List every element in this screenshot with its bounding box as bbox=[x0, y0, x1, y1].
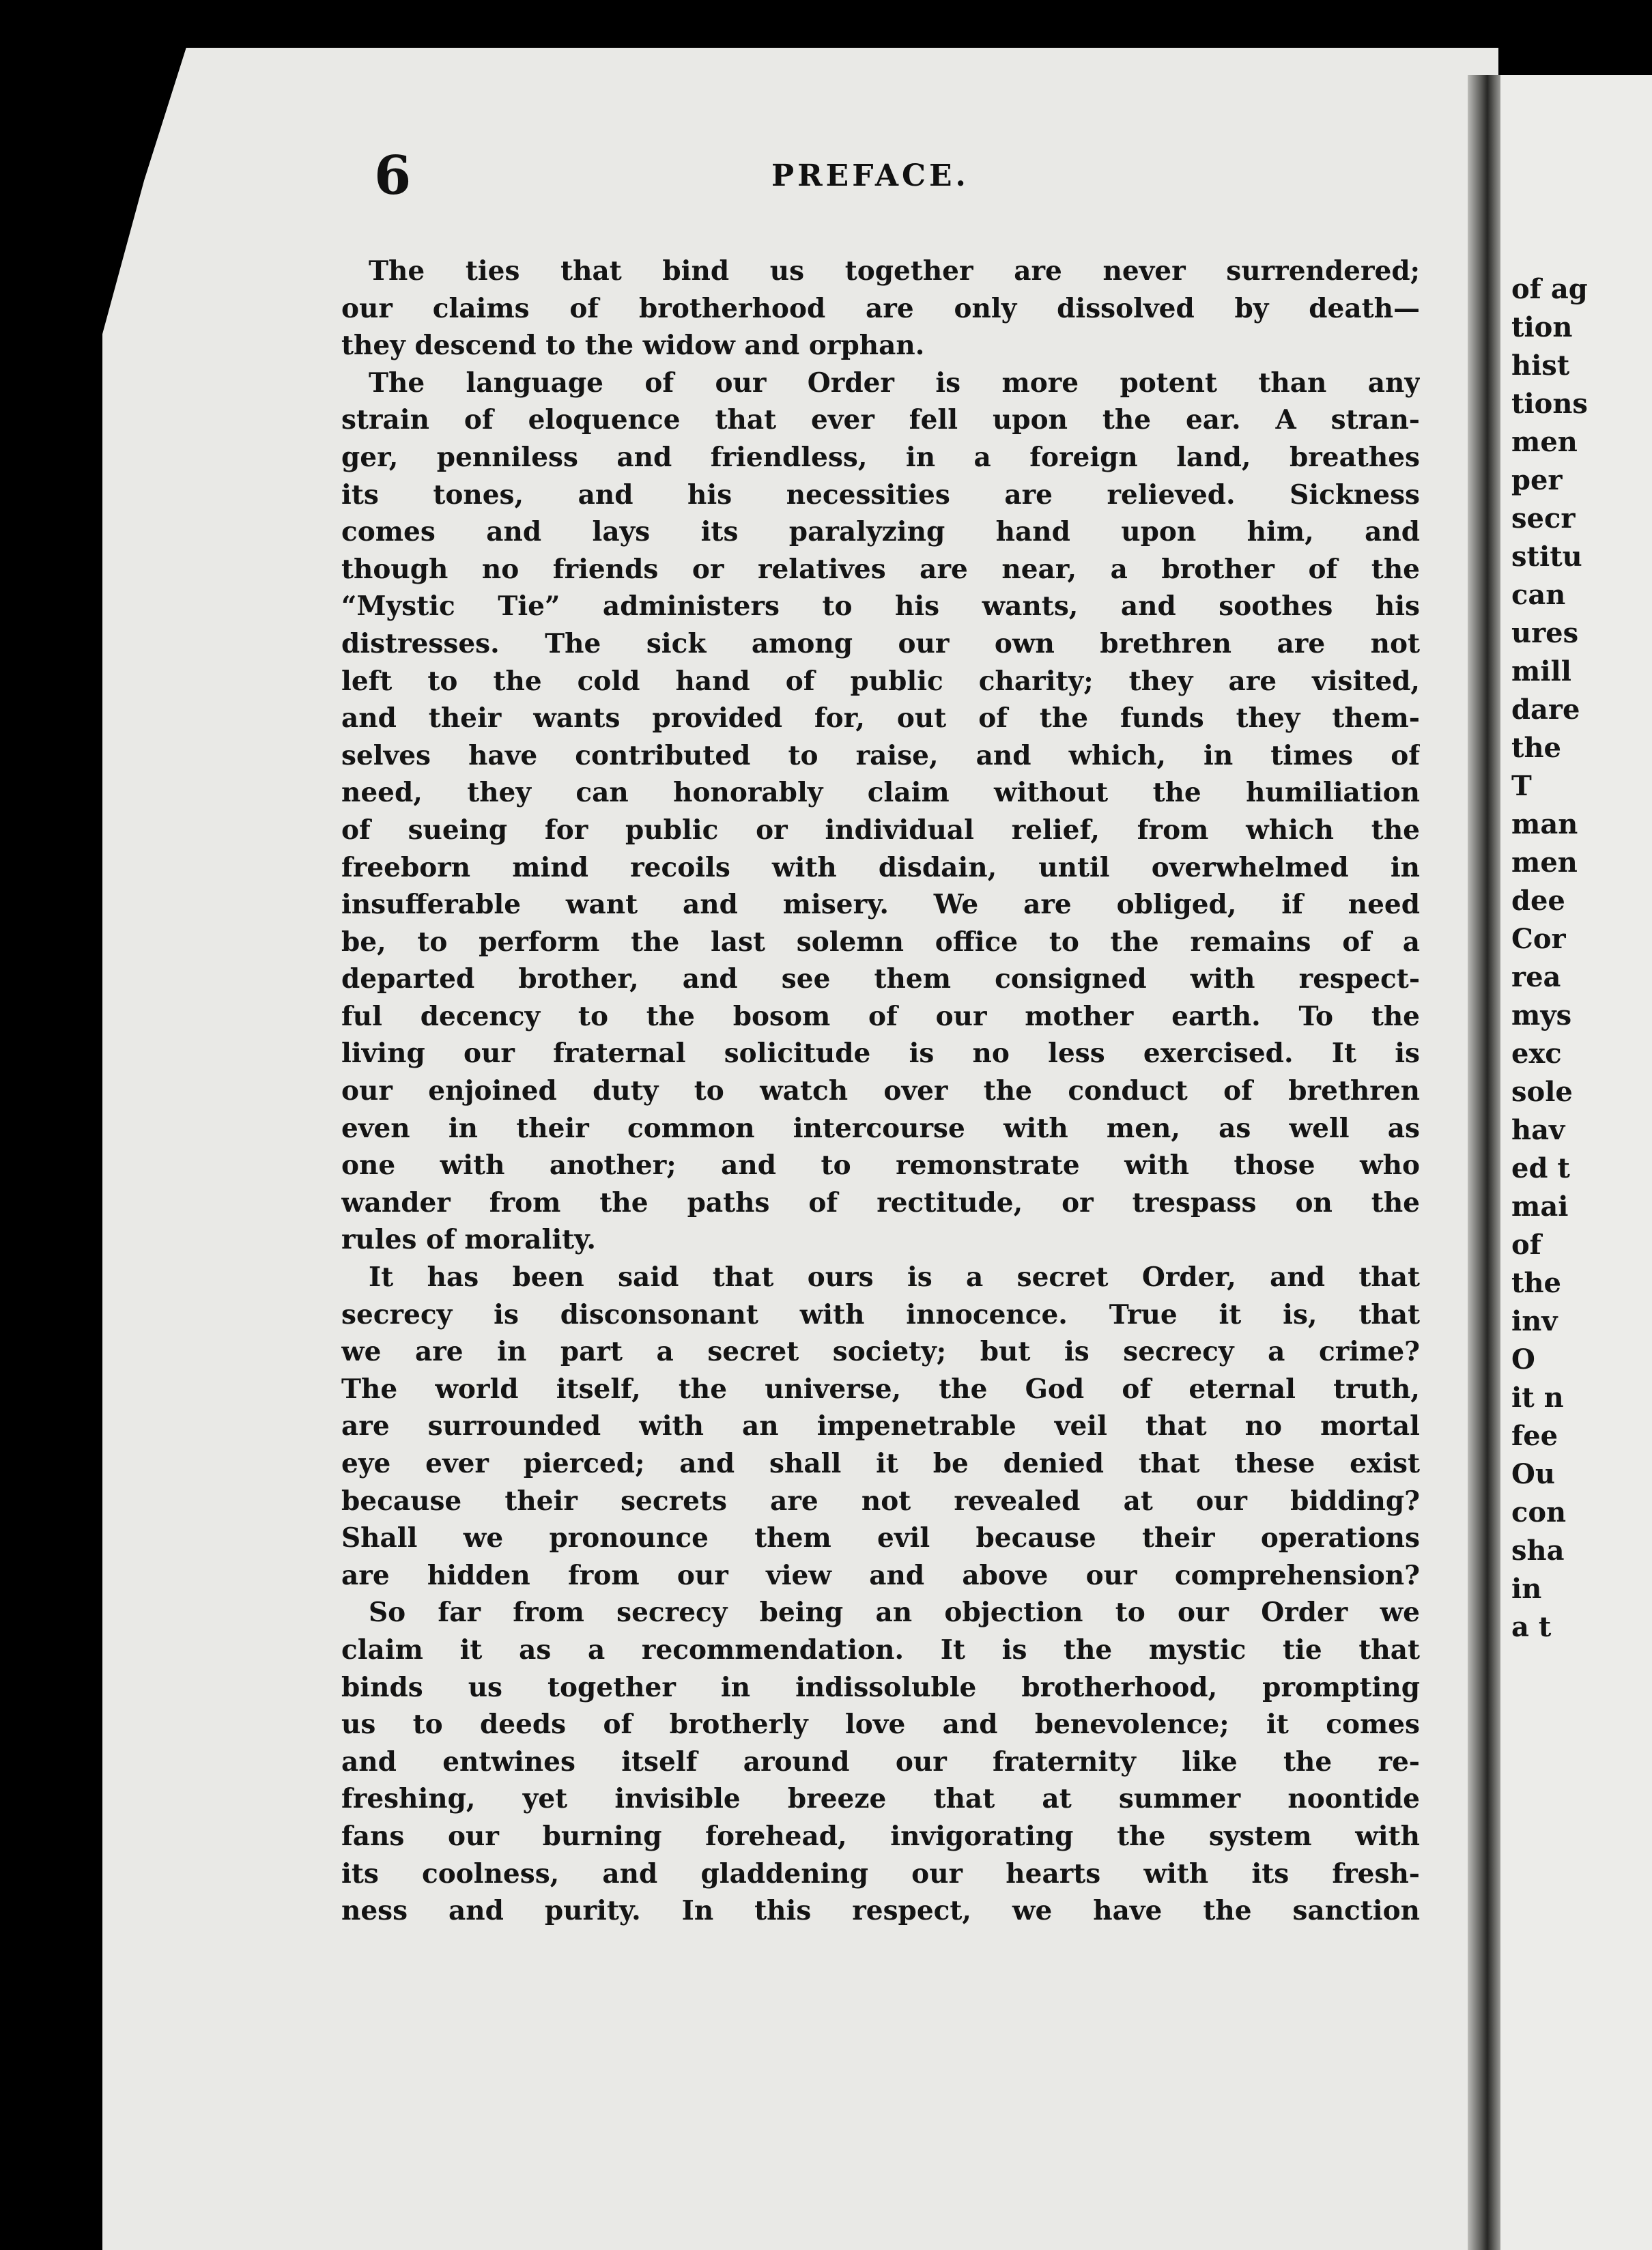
text-line: freeborn mind recoils with disdain, until overwhelmed in bbox=[341, 851, 1420, 883]
text-line: fans our burning forehead, invigorating the system with bbox=[341, 1820, 1420, 1852]
facing-page-fragment: fee bbox=[1511, 1420, 1558, 1452]
text-line: departed brother, and see them consigned with respect- bbox=[341, 963, 1420, 995]
facing-page-fragment: tions bbox=[1511, 388, 1588, 420]
text-line: ful decency to the bosom of our mother earth. To the bbox=[341, 1000, 1420, 1032]
facing-page-fragment: rea bbox=[1511, 961, 1561, 993]
text-line: even in their common intercourse with men, as well as bbox=[341, 1112, 1420, 1144]
text-line: left to the cold hand of public charity; they are visited, bbox=[341, 665, 1420, 697]
facing-page-fragment: stitu bbox=[1511, 541, 1582, 573]
facing-page-fragment: the bbox=[1511, 1267, 1562, 1299]
text-line: need, they can honorably claim without the humiliation bbox=[341, 777, 1420, 809]
facing-page-fragment: mys bbox=[1511, 999, 1572, 1031]
facing-page-fragment: sole bbox=[1511, 1076, 1573, 1108]
text-line: selves have contributed to raise, and which, in times of bbox=[341, 739, 1420, 771]
text-line: its tones, and his necessities are relieved. Sickness bbox=[341, 479, 1420, 511]
facing-page-fragment: exc bbox=[1511, 1038, 1562, 1070]
text-line: rules of morality. bbox=[341, 1224, 596, 1256]
text-line: strain of eloquence that ever fell upon the ear. A stran- bbox=[341, 404, 1420, 436]
facing-page-fragment: men bbox=[1511, 846, 1578, 879]
text-line: wander from the paths of rectitude, or trespass on the bbox=[341, 1186, 1420, 1219]
text-line: The world itself, the universe, the God of eternal truth, bbox=[341, 1373, 1420, 1405]
facing-page-fragment: inv bbox=[1511, 1305, 1558, 1337]
text-line: comes and lays its paralyzing hand upon him, and bbox=[341, 516, 1420, 548]
text-line: though no friends or relatives are near, a brother of the bbox=[341, 553, 1420, 585]
facing-page-fragment: man bbox=[1511, 808, 1578, 840]
facing-page-fragment: it n bbox=[1511, 1382, 1564, 1414]
facing-page-fragment: mill bbox=[1511, 655, 1571, 687]
facing-page-fragment: dee bbox=[1511, 885, 1565, 917]
facing-page-fragment: men bbox=[1511, 426, 1578, 458]
book-page-right-fragment bbox=[1500, 75, 1652, 2250]
facing-page-fragment: ed t bbox=[1511, 1152, 1570, 1184]
facing-page-fragment: hav bbox=[1511, 1114, 1565, 1146]
book-gutter bbox=[1468, 75, 1500, 2250]
text-line: claim it as a recommendation. It is the mystic tie that bbox=[341, 1634, 1420, 1666]
text-line: ness and purity. In this respect, we have the sanction bbox=[341, 1895, 1420, 1927]
text-line: be, to perform the last solemn office to the remains of a bbox=[341, 926, 1420, 958]
facing-page-fragment: mai bbox=[1511, 1191, 1569, 1223]
facing-page-fragment: in bbox=[1511, 1573, 1542, 1605]
text-line: binds us together in indissoluble brotherhood, prompting bbox=[341, 1671, 1420, 1703]
facing-page-fragment: dare bbox=[1511, 694, 1580, 726]
text-line: we are in part a secret society; but is secrecy a crime? bbox=[341, 1336, 1420, 1368]
facing-page-fragment: per bbox=[1511, 464, 1563, 496]
text-line: The ties that bind us together are never surrendered; bbox=[369, 255, 1420, 287]
text-line: The language of our Order is more potent than any bbox=[369, 367, 1420, 399]
text-line: and entwines itself around our fraternity like the re- bbox=[341, 1746, 1420, 1778]
facing-page-fragment: secr bbox=[1511, 502, 1576, 535]
text-line: our claims of brotherhood are only dissolved by death— bbox=[341, 292, 1420, 324]
text-line: Shall we pronounce them evil because their operations bbox=[341, 1522, 1420, 1554]
facing-page-fragment: Ou bbox=[1511, 1458, 1555, 1490]
text-line: one with another; and to remonstrate with those who bbox=[341, 1150, 1420, 1182]
facing-page-fragment: a t bbox=[1511, 1611, 1552, 1643]
text-line: ger, penniless and friendless, in a foreign land, breathes bbox=[341, 441, 1420, 473]
text-line: living our fraternal solicitude is no less exercised. It is bbox=[341, 1038, 1420, 1070]
facing-page-fragment: O bbox=[1511, 1343, 1535, 1376]
preface-text bbox=[341, 253, 1420, 1930]
facing-page-fragment: T bbox=[1511, 770, 1532, 802]
text-line: and their wants provided for, out of the funds they them- bbox=[341, 702, 1420, 735]
text-line: “Mystic Tie” administers to his wants, and soothes his bbox=[341, 590, 1420, 623]
facing-page-fragment: con bbox=[1511, 1496, 1567, 1528]
text-line: insufferable want and misery. We are obliged, if need bbox=[341, 889, 1420, 921]
text-line: its coolness, and gladdening our hearts with its fresh- bbox=[341, 1857, 1420, 1890]
text-line: because their secrets are not revealed at our bidding? bbox=[341, 1485, 1420, 1517]
text-line: So far from secrecy being an objection to our Order we bbox=[369, 1597, 1420, 1629]
facing-page-fragment: Cor bbox=[1511, 923, 1566, 955]
facing-page-fragment: the bbox=[1511, 732, 1562, 764]
facing-page-fragment: of ag bbox=[1511, 273, 1588, 305]
text-line: eye ever pierced; and shall it be denied that these exist bbox=[341, 1448, 1420, 1479]
text-line: are hidden from our view and above our comprehension? bbox=[341, 1559, 1420, 1591]
facing-page-fragment: of bbox=[1511, 1229, 1541, 1261]
facing-page-fragment: ures bbox=[1511, 617, 1579, 649]
text-line: our enjoined duty to watch over the conduct of brethren bbox=[341, 1075, 1420, 1107]
text-line: of sueing for public or individual relief, from which the bbox=[341, 814, 1420, 846]
facing-page-fragment: tion bbox=[1511, 311, 1573, 343]
facing-page-fragment: can bbox=[1511, 579, 1566, 611]
text-line: freshing, yet invisible breeze that at summer noontide bbox=[341, 1783, 1420, 1815]
facing-page-fragment: hist bbox=[1511, 350, 1570, 382]
text-line: It has been said that ours is a secret Order, and that bbox=[369, 1262, 1420, 1294]
text-line: they descend to the widow and orphan. bbox=[341, 330, 925, 362]
text-line: us to deeds of brotherly love and benevolence; it comes bbox=[341, 1709, 1420, 1741]
running-head: PREFACE. bbox=[771, 158, 969, 193]
text-line: secrecy is disconsonant with innocence. True it is, that bbox=[341, 1298, 1420, 1330]
text-line: are surrounded with an impenetrable veil that no mortal bbox=[341, 1410, 1420, 1442]
page-number: 6 bbox=[374, 145, 412, 207]
facing-page-fragment: sha bbox=[1511, 1535, 1565, 1567]
text-line: distresses. The sick among our own brethren are not bbox=[341, 627, 1420, 659]
